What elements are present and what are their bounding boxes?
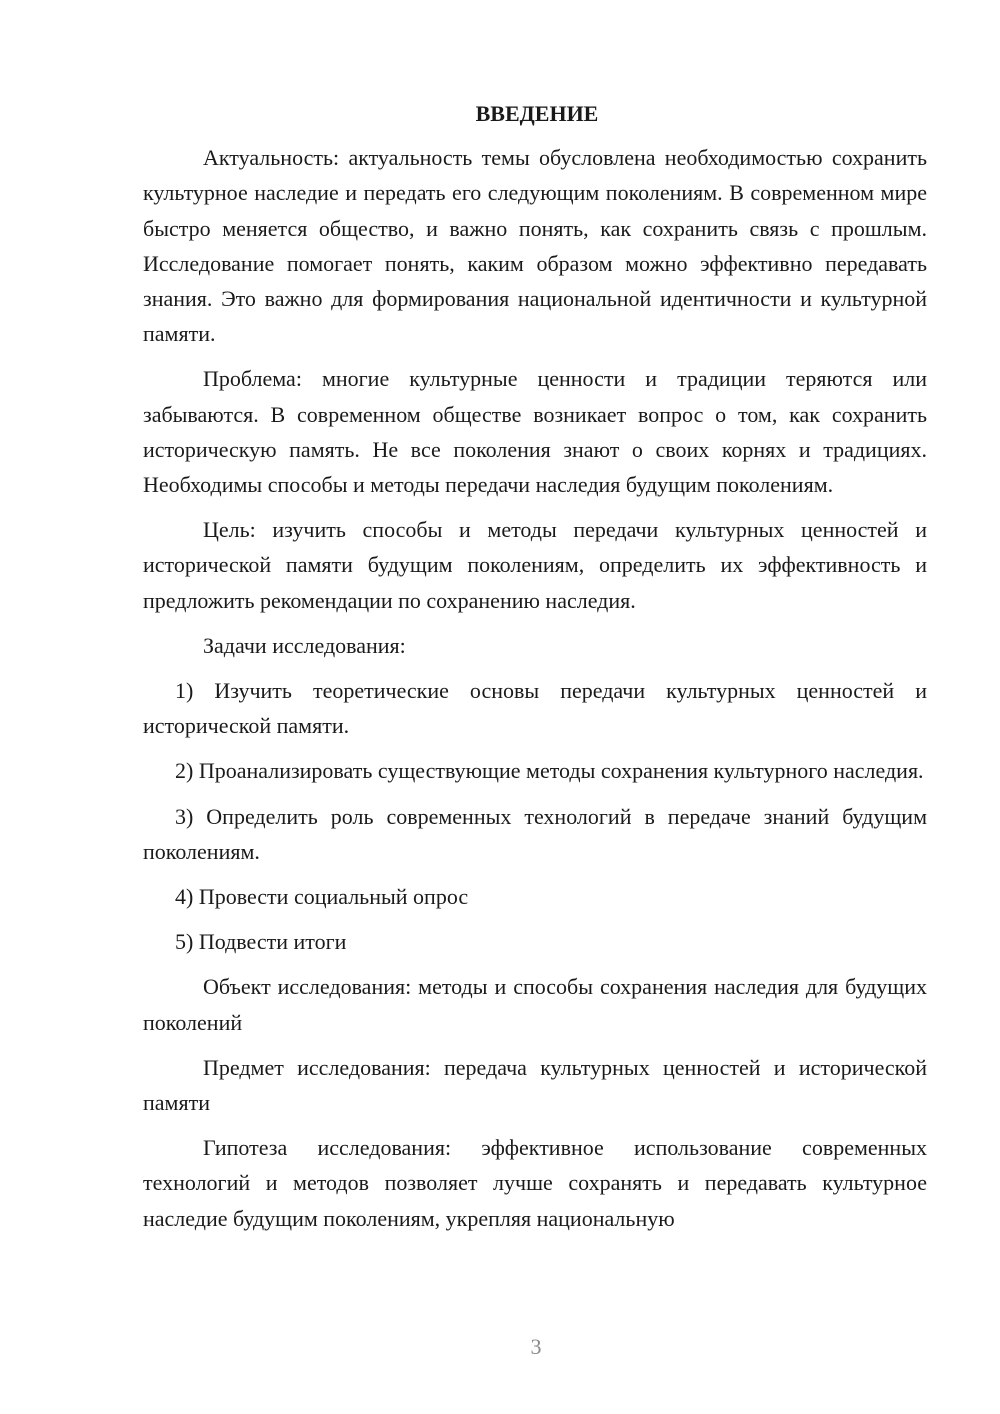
paragraph-subject: Предмет исследования: передача культурных ценностей и исторической памяти <box>143 1054 927 1116</box>
paragraph-tasks-heading: Задачи исследования: <box>203 632 406 658</box>
task-item: 5) Подвести итоги <box>175 929 347 955</box>
paragraph-problem: Проблема: многие культурные ценности и традиции теряются или забываются. В современном обществе возникает вопрос о том, как сохранить историческую память. Не все поколения знают о своих корнях и традициях. Необходимы способы и методы передачи наследия будущим поколениям. <box>143 366 927 498</box>
task-item: 3) Определить роль современных технологий в передаче знаний будущим поколениям. <box>143 803 927 864</box>
page-number: 3 <box>530 1334 542 1359</box>
paragraph-hypothesis: Гипотеза исследования: эффективное использование современных технологий и методов позволяет лучше сохранять и передавать культурное наследие будущим поколениям, укрепляя национальную <box>143 1135 927 1231</box>
page-content <box>143 96 927 1246</box>
task-item: 2) Проанализировать существующие методы сохранения культурного наследия. <box>175 758 924 784</box>
paragraph-object: Объект исследования: методы и способы сохранения наследия для будущих поколений <box>143 974 927 1035</box>
section-title: ВВЕДЕНИЕ <box>475 101 599 126</box>
paragraph-relevance: Актуальность: актуальность темы обусловлена необходимостью сохранить культурное наследие и передать его следующим поколениям. В современном мире быстро меняется общество, и важно понять, как сохранить связь с прошлым. Исследование помогает понять, каким образом можно эффективно передавать знания. Это важно для формирования национальной идентичности и культурной памяти. <box>143 145 927 347</box>
task-item: 4) Провести социальный опрос <box>175 884 469 910</box>
paragraph-goal: Цель: изучить способы и методы передачи культурных ценностей и исторической памяти будущим поколениям, определить их эффективность и предложить рекомендации по сохранению наследия. <box>143 517 927 613</box>
task-item: 1) Изучить теоретические основы передачи культурных ценностей и исторической памяти. <box>143 678 927 739</box>
